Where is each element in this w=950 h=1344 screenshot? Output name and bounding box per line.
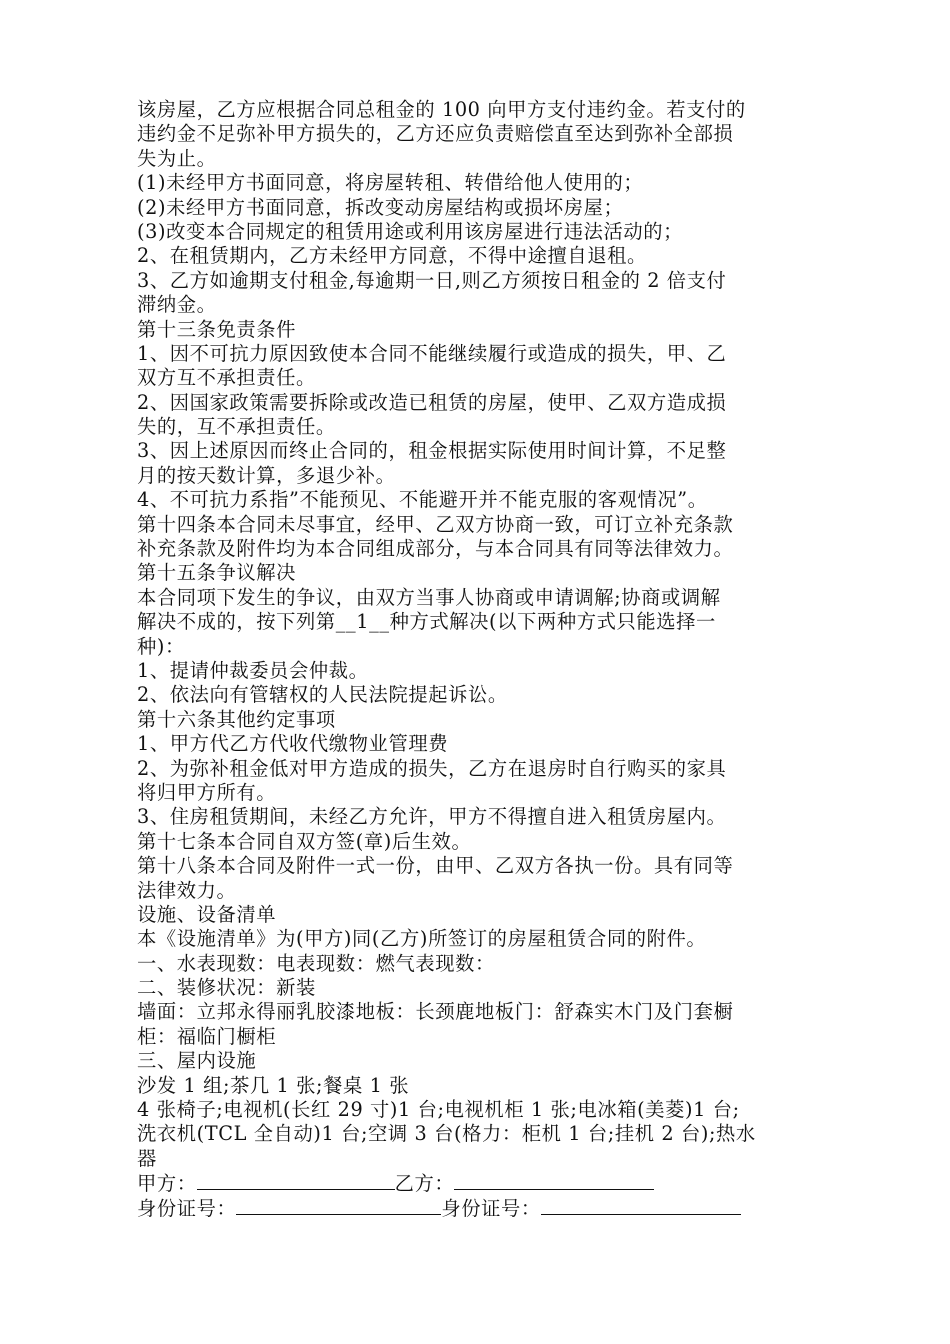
text-line: 1、因不可抗力原因致使本合同不能继续履行或造成的损失，甲、乙 (137, 341, 727, 365)
text-line: 4、不可抗力系指”不能预见、不能避开并不能克服的客观情况”。 (137, 488, 708, 512)
party-a-blank[interactable] (197, 1171, 395, 1190)
text-line: 月的按天数计算，多退少补。 (137, 463, 396, 487)
party-a-label: 甲方： (137, 1172, 197, 1196)
text-line: 1、提请仲裁委员会仲裁。 (137, 658, 369, 682)
text-line: 滞纳金。 (137, 293, 217, 317)
text-line: 法律效力。 (137, 878, 237, 902)
text-line: 解决不成的，按下列第__1__种方式解决(以下两种方式只能选择一 (137, 610, 716, 634)
text-line: 2、依法向有管辖权的人民法院提起诉讼。 (137, 683, 508, 707)
text-line: 墙面：立邦永得丽乳胶漆地板：长颈鹿地板门：舒森实木门及门套橱 (137, 1000, 734, 1024)
text-line: 2、在租赁期内，乙方未经甲方同意，不得中途擅自退租。 (137, 244, 647, 268)
id-b-blank[interactable] (541, 1196, 741, 1215)
text-line: (2)未经甲方书面同意，拆改变动房屋结构或损坏房屋； (137, 195, 624, 219)
signature-party-row (137, 1171, 817, 1195)
text-line: 二、装修状况：新装 (137, 976, 316, 1000)
text-line: 种)： (137, 634, 185, 658)
text-line: 本《设施清单》为(甲方)同(乙方)所签订的房屋租赁合同的附件。 (137, 927, 707, 951)
document-page (137, 98, 817, 1220)
text-line: 违约金不足弥补甲方损失的，乙方还应负责赔偿直至达到弥补全部损 (137, 122, 734, 146)
text-line: 双方互不承担责任。 (137, 366, 316, 390)
text-line: 一、水表现数：电表现数：燃气表现数： (137, 951, 495, 975)
text-line: 第十七条本合同自双方签(章)后生效。 (137, 829, 472, 853)
text-line: 补充条款及附件均为本合同组成部分，与本合同具有同等法律效力。 (137, 537, 734, 561)
party-b-label: 乙方： (394, 1172, 455, 1196)
text-line: 三、屋内设施 (137, 1049, 257, 1073)
text-line: 设施、设备清单 (137, 902, 277, 926)
text-line: 沙发 1 组;茶几 1 张;餐桌 1 张 (137, 1073, 410, 1097)
text-line: 柜：福临门橱柜 (137, 1024, 277, 1048)
text-line: 该房屋，乙方应根据合同总租金的 100 向甲方支付违约金。若支付的 (137, 98, 746, 121)
text-line: 本合同项下发生的争议，由双方当事人协商或申请调解;协商或调解 (137, 585, 721, 609)
text-line: 3、住房租赁期间，未经乙方允许，甲方不得擅自进入租赁房屋内。 (137, 805, 727, 829)
text-line: 3、因上述原因而终止合同的，租金根据实际使用时间计算，不足整 (137, 439, 727, 463)
text-line: 第十四条本合同未尽事宜，经甲、乙双方协商一致，可订立补充条款 (137, 512, 734, 536)
text-line: (1)未经甲方书面同意，将房屋转租、转借给他人使用的； (137, 171, 644, 195)
id-a-blank[interactable] (236, 1196, 441, 1215)
document-body (137, 98, 817, 1171)
text-line: 第十八条本合同及附件一式一份，由甲、乙双方各执一份。具有同等 (137, 854, 734, 878)
text-line: 3、乙方如逾期支付租金,每逾期一日,则乙方须按日租金的 2 倍支付 (137, 268, 727, 292)
text-line: 2、因国家政策需要拆除或改造已租赁的房屋，使甲、乙双方造成损 (137, 390, 727, 414)
text-line: 器 (137, 1146, 157, 1170)
id-b-label: 身份证号： (441, 1196, 541, 1220)
party-b-blank[interactable] (454, 1171, 654, 1190)
text-line: 洗衣机(TCL 全自动)1 台;空调 3 台(格力：柜机 1 台;挂机 2 台);热水 (137, 1122, 756, 1146)
text-line: 将归甲方所有。 (137, 780, 277, 804)
text-line: 2、为弥补租金低对甲方造成的损失，乙方在退房时自行购买的家具 (137, 756, 727, 780)
text-line: 失为止。 (137, 146, 217, 170)
text-line: 第十五条争议解决 (137, 561, 297, 585)
signature-id-row (137, 1196, 817, 1220)
id-a-label: 身份证号： (137, 1196, 237, 1220)
text-line: 1、甲方代乙方代收代缴物业管理费 (137, 732, 449, 756)
text-line: 4 张椅子;电视机(长红 29 寸)1 台;电视机柜 1 张;电冰箱(美菱)1 台; (137, 1098, 740, 1122)
text-line: 第十六条其他约定事项 (137, 707, 336, 731)
text-line: 第十三条免责条件 (137, 317, 297, 341)
text-line: 失的，互不承担责任。 (137, 415, 336, 439)
text-line: (3)改变本合同规定的租赁用途或利用该房屋进行违法活动的； (137, 219, 684, 243)
